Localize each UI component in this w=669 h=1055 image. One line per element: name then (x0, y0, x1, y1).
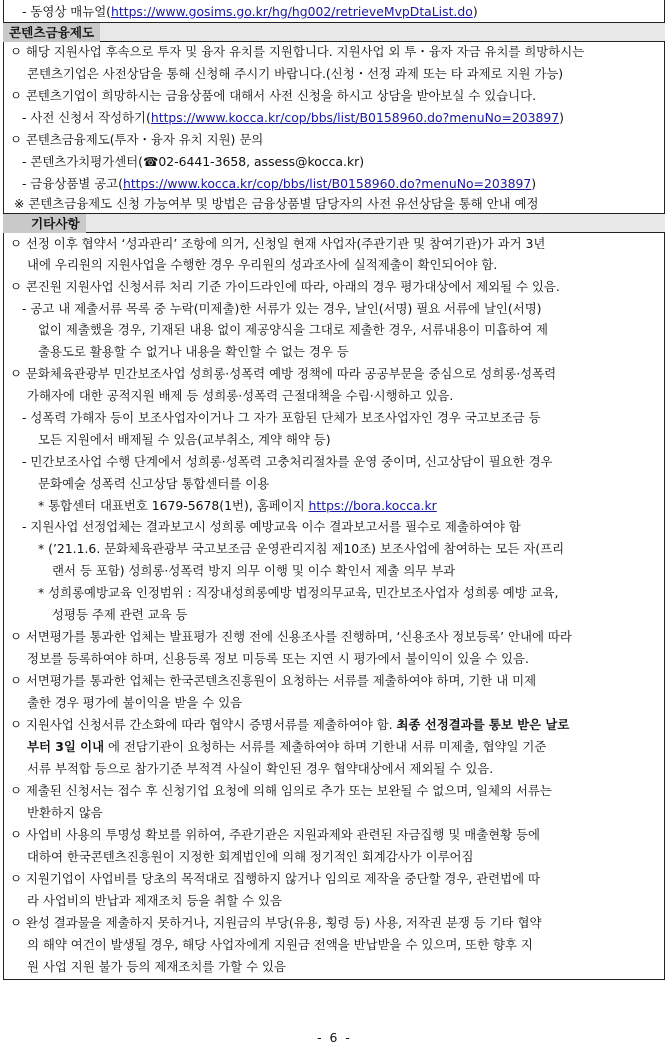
apply-suffix: ) (559, 110, 564, 125)
notice-link[interactable]: https://www.kocca.kr/cop/bbs/list/B0158960.do?menuNo=203897 (122, 176, 532, 191)
etc-line: ㅇ 제출된 신청서는 접수 후 신청기업 요청에 의해 임의로 추가 또는 보완될 수 없으며, 일체의 서류는 (10, 783, 552, 798)
bora-text: * 통합센터 대표번호 1679-5678(1번), 홈페이지 (38, 498, 309, 513)
etc-line: 대하여 한국콘텐츠진흥원이 지정한 회계법인에 의해 정기적인 회계감사가 이루어짐 (27, 849, 474, 864)
page-number: - 6 - (317, 1030, 352, 1045)
etc-line: 원 사업 지원 불가 등의 제재조치를 가할 수 있음 (27, 959, 286, 974)
notice-prefix: - 금융상품별 공고( (22, 176, 123, 191)
etc-line: - 성폭력 가해자 등이 보조사업자이거나 그 자가 포함된 단체가 보조사업자인 경우 국고보조금 등 (22, 410, 541, 425)
etc-line: ㅇ 선정 이후 협약서 ‘성과관리’ 조항에 의거, 신청일 현재 사업자(주관기관 및 참여기관)가 과거 3년 (10, 236, 546, 251)
etc-line: ㅇ 콘진원 지원사업 신청서류 처리 기준 가이드라인에 따라, 아래의 경우 평가대상에서 제외될 수 있음. (10, 279, 560, 294)
etc-line: - 공고 내 제출서류 목록 중 누락(미제출)한 서류가 있는 경우, 날인(서명) 필요 서류에 날인(서명) (22, 301, 542, 316)
etc-line: 정보를 등록하여야 하며, 신용등록 정보 미등록 또는 지연 시 평가에서 불이익이 있을 수 있음. (27, 651, 529, 666)
section-title-finance: 콘텐츠금융제도 (3, 23, 100, 42)
etc-line: 출용도로 활용할 수 없거나 내용을 확인할 수 없는 경우 등 (38, 344, 349, 359)
etc-line: 출한 경우 평가에 불이익을 받을 수 있음 (27, 695, 243, 710)
etc-line: 라 사업비의 반납과 제재조치 등을 취할 수 있음 (27, 893, 282, 908)
video-manual-suffix: ) (472, 4, 478, 19)
video-manual-link[interactable]: https://www.gosims.go.kr/hg/hg002/retrieveMvpDtaList.do (111, 4, 473, 19)
etc-line-bold-2 (27, 737, 546, 757)
etc-line: ㅇ 완성 결과물을 제출하지 못하거나, 지원금의 부당(유용, 횡령 등) 사용, 저작권 분쟁 등 기타 협약 (10, 915, 542, 930)
finance-center: - 콘텐츠가치평가센터(☎02-6441-3658, assess@kocca.kr) (22, 154, 365, 169)
bold-text: 부터 3일 이내 (27, 739, 105, 754)
etc-line: 문화예술 성폭력 신고상담 통합센터를 이용 (38, 476, 270, 491)
etc-line: 내에 우리원의 지원사업을 수행한 경우 우리원의 성과조사에 실적제출이 확인되어야 함. (27, 257, 498, 272)
etc-line: 서류 부적합 등으로 참가기준 부적격 사실이 확인된 경우 협약대상에서 제외될 수 있음. (27, 761, 494, 776)
etc-line: 의 해약 여건이 발생될 경우, 해당 사업자에게 지원금 전액을 반납받을 수 있으며, 또한 향후 지 (27, 937, 533, 952)
etc-line: 가해자에 대한 공적지원 배제 등 성희롱·성폭력 근절대책을 수립·시행하고 있음. (27, 388, 454, 403)
finance-notice-line (22, 174, 536, 194)
bora-link[interactable]: https://bora.kocca.kr (308, 498, 437, 513)
apply-link[interactable]: https://www.kocca.kr/cop/bbs/list/B0158960.do?menuNo=203897 (150, 110, 560, 125)
apply-prefix: - 사전 신청서 작성하기( (22, 110, 151, 125)
finance-line-3: ㅇ 콘텐츠기업이 희망하시는 금융상품에 대해서 사전 신청을 하시고 상담을 받아보실 수 있습니다. (10, 88, 537, 103)
etc-line: 반환하지 않음 (27, 805, 103, 820)
etc-line: ㅇ 문화체육관광부 민간보조사업 성희롱·성폭력 예방 정책에 따라 공공부문을 중심으로 성희롱·성폭력 (10, 366, 557, 381)
finance-apply-line (22, 108, 564, 128)
etc-line: ㅇ 서면평가를 통과한 업체는 한국콘텐츠진흥원이 요청하는 서류를 제출하여야 하며, 기한 내 미제 (10, 673, 537, 688)
etc-line: ㅇ 사업비 사용의 투명성 확보를 위하여, 주관기관은 지원과제와 관련된 자금집행 및 매출현황 등에 (10, 827, 540, 842)
etc-line: - 민간보조사업 수행 단계에서 성희롱·성폭력 고충처리절차를 운영 중이며, 신고상담이 필요한 경우 (22, 454, 553, 469)
etc-line-bold-1 (10, 715, 569, 735)
etc-text: 에 전담기관이 요청하는 서류를 제출하여야 하며 기한내 서류 미제출, 협약일 기준 (104, 739, 547, 754)
finance-inquiry: ㅇ 콘텐츠금융제도(투자・융자 유치 지원) 문의 (10, 132, 264, 147)
etc-text: ㅇ 지원사업 신청서류 간소화에 따라 협약시 증명서류를 제출하여야 함. (10, 717, 397, 732)
etc-line: ㅇ 지원기업이 사업비를 당초의 목적대로 집행하지 않거나 임의로 제작을 중단할 경우, 관련법에 따 (10, 871, 540, 886)
finance-note: ※ 콘텐츠금융제도 신청 가능여부 및 방법은 금융상품별 담당자의 사전 유선상담을 통해 안내 예정 (14, 196, 539, 211)
etc-line: 모든 지원에서 배제될 수 있음(교부취소, 계약 해약 등) (38, 432, 331, 447)
section-header-etc (3, 213, 665, 233)
video-manual-line (22, 2, 478, 22)
etc-line: 랜서 등 포함) 성희롱·성폭력 방지 의무 이행 및 이수 확인서 제출 의무 부과 (52, 563, 456, 578)
etc-line: 성평등 주제 관련 교육 등 (52, 607, 188, 622)
etc-line: - 지원사업 선정업체는 결과보고시 성희롱 예방교육 이수 결과보고서를 필수로 제출하여야 함 (22, 519, 521, 534)
video-manual-prefix: - 동영상 매뉴얼( (22, 4, 111, 19)
section-title-etc: 기타사항 (3, 214, 86, 233)
finance-line-1: ㅇ 해당 지원사업 후속으로 투자 및 융자 유치를 지원합니다. 지원사업 외 투・융자 자금 유치를 희망하시는 (10, 44, 585, 59)
notice-suffix: ) (531, 176, 537, 191)
etc-line: * (’21.1.6. 문화체육관광부 국고보조금 운영관리지침 제10조) 보조사업에 참여하는 모든 자(프리 (38, 541, 565, 556)
etc-line: ㅇ 서면평가를 통과한 업체는 발표평가 진행 전에 신용조사를 진행하며, ‘신용조사 정보등록’ 안내에 따라 (10, 629, 572, 644)
etc-line: 없이 제출했을 경우, 기재된 내용 없이 제공양식을 그대로 제출한 경우, 서류내용이 미흡하여 제 (38, 322, 548, 337)
etc-line: * 성희롱예방교육 인정범위 : 직장내성희롱예방 법정의무교육, 민간보조사업자 성희롱 예방 교육, (38, 585, 559, 600)
section-header-finance (3, 22, 665, 42)
finance-line-2: 콘텐츠기업은 사전상담을 통해 신청해 주시기 바랍니다.(신청・선정 과제 또는 타 과제로 지원 가능) (27, 66, 564, 81)
bora-line (38, 496, 437, 516)
bold-text: 최종 선정결과를 통보 받은 날로 (396, 717, 570, 732)
